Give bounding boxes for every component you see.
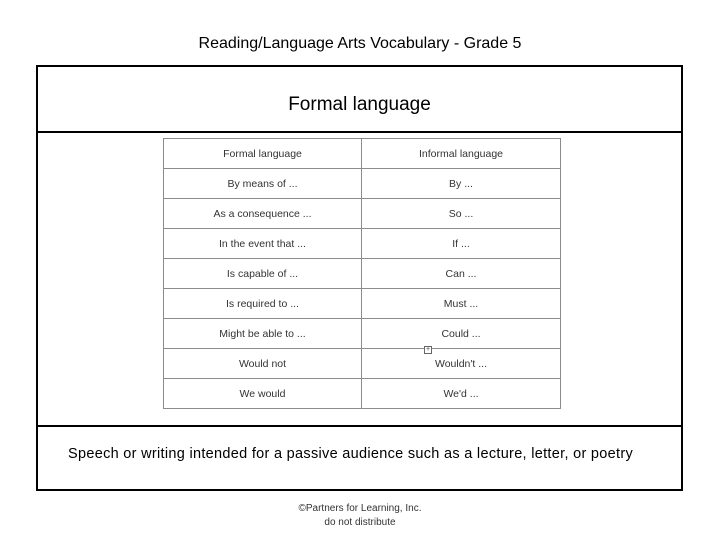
copyright-footer <box>0 502 720 530</box>
vocabulary-card <box>36 65 683 491</box>
formal-informal-table <box>163 138 561 409</box>
formal-cell: Is required to ... <box>164 289 362 319</box>
table-header-row <box>164 139 561 169</box>
informal-cell: If ... <box>362 229 561 259</box>
informal-cell: So ... <box>362 199 561 229</box>
informal-cell: Can ... <box>362 259 561 289</box>
formal-cell: Might be able to ... <box>164 319 362 349</box>
table-row <box>164 319 561 349</box>
definition-band <box>38 427 681 489</box>
formal-cell: In the event that ... <box>164 229 362 259</box>
header-informal: Informal language <box>362 139 561 169</box>
informal-cell: Wouldn't ... <box>362 349 561 379</box>
formal-cell: As a consequence ... <box>164 199 362 229</box>
copyright-line: ©Partners for Learning, Inc. <box>298 503 422 514</box>
informal-cell: By ... <box>362 169 561 199</box>
informal-cell: Must ... <box>362 289 561 319</box>
plus-box-icon[interactable]: + <box>425 346 431 353</box>
table-row <box>164 199 561 229</box>
table-row <box>164 169 561 199</box>
table-row <box>164 289 561 319</box>
table-row <box>164 379 561 409</box>
formal-cell: Is capable of ... <box>164 259 362 289</box>
distribution-notice: do not distribute <box>324 517 396 528</box>
page-header-title: Reading/Language Arts Vocabulary - Grade 5 <box>198 35 522 52</box>
informal-cell: We'd ... <box>362 379 561 409</box>
table-row <box>164 259 561 289</box>
informal-cell: Could ... <box>362 319 561 349</box>
formal-cell: By means of ... <box>164 169 362 199</box>
term-title: Formal language <box>288 94 431 115</box>
table-row <box>164 229 561 259</box>
table-row <box>164 349 561 379</box>
illustration-band <box>38 133 681 427</box>
definition-text: Speech or writing intended for a passive audience such as a lecture, letter, or poetry <box>68 446 634 462</box>
term-band <box>38 67 681 133</box>
header-formal: Formal language <box>164 139 362 169</box>
formal-cell: Would not <box>164 349 362 379</box>
formal-cell: We would <box>164 379 362 409</box>
